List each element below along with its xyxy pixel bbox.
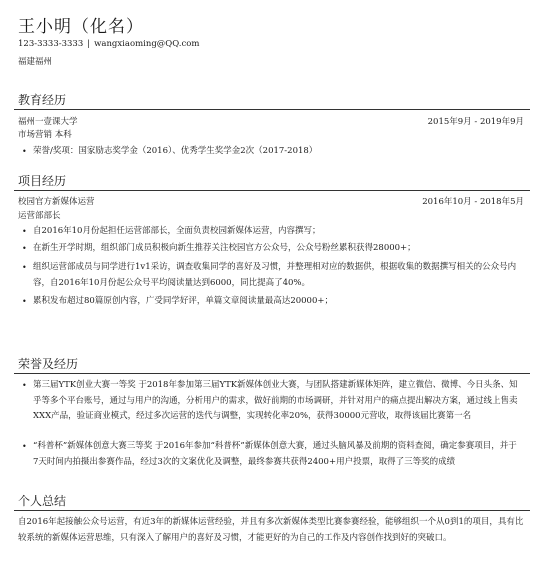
- bullet-text: 在新生开学时期，组织部门成员积极向新生推荐关注校园官方公众号，公众号粉丝累积获得28000+；: [33, 243, 416, 253]
- education-divider: [14, 109, 530, 110]
- honors-section-title: 荣誉及经历: [18, 357, 79, 371]
- phone-number: 123-3333-3333: [18, 39, 84, 49]
- candidate-name: 王小明（化名）: [18, 17, 144, 37]
- email-address: wangxiaoming@QQ.com: [94, 39, 200, 49]
- project-bullet: [22, 224, 522, 240]
- bullet-text: 荣誉/奖项：国家励志奖学金（2016）、优秀学生奖学金2次（2017-2018）: [33, 146, 318, 156]
- bullet-text: “科普杯”新媒体创意大赛三等奖 于2016年参加“科普杯”新媒体创意大赛，通过头脑风暴及前期的资料查阅，确定参赛项目，并于7天时间内拍摄出参赛作品，经过3次的文案优化及调整，最终参赛共获得2400+用户投票，取得了三等奖的成绩: [33, 441, 517, 467]
- education-header-row: [18, 115, 524, 127]
- project-bullet: [22, 241, 522, 257]
- contact-line: [18, 39, 199, 49]
- education-section-title: 教育经历: [18, 93, 67, 107]
- bullet-dot: •: [22, 381, 27, 390]
- honors-divider: [14, 373, 530, 374]
- location: 福建福州: [18, 57, 53, 67]
- projects-section-title: 项目经历: [18, 174, 67, 188]
- project-org: 校园官方新媒体运营: [18, 197, 95, 207]
- summary-section-title: 个人总结: [18, 494, 67, 508]
- bullet-dot: •: [22, 227, 27, 236]
- honor-bullet: [22, 378, 522, 425]
- bullet-dot: •: [22, 297, 27, 306]
- contact-separator: |: [87, 39, 91, 49]
- school-name: 福州一壹课大学: [18, 117, 78, 127]
- summary-text: 自2016年起接触公众号运营，有近3年的新媒体运营经验，并且有多次新媒体类型比赛参赛经验，能够组织一个从0到1的项目，具有比较系统的新媒体运营思维，只有深入了解用户的喜好及习惯，才能更好的为自己的工作及内容创作找到好的突破口。: [18, 517, 524, 543]
- project-date: 2016年10月 - 2018年5月: [422, 197, 524, 207]
- project-header-row: [18, 195, 524, 207]
- projects-divider: [14, 190, 530, 191]
- bullet-text: 自2016年10月份起担任运营部部长，全面负责校园新媒体运营，内容撰写；: [33, 226, 321, 236]
- honor-bullet: [22, 439, 522, 470]
- education-major: 市场营销 本科: [18, 130, 72, 140]
- bullet-text: 组织运营部成员与同学进行1v1采访，调查收集同学的喜好及习惯，并整理相对应的数据供，根据收集的数据撰写相关的公众号内容，自2016年10月份起公众号平均阅读量达到6000，同比提高了40%。: [33, 262, 517, 288]
- education-bullet: [22, 144, 522, 160]
- project-bullet: [22, 260, 522, 291]
- bullet-dot: •: [22, 147, 27, 156]
- bullet-text: 累积发布超过80篇原创内容，广受同学好评，单篇文章阅读量最高达20000+；: [33, 296, 333, 306]
- bullet-text: 第三届YTK创业大赛一等奖 于2018年参加第三届YTK新媒体创业大赛，与团队搭建新媒体矩阵，建立微信、微博、今日头条、知乎等多个平台账号，通过与用户的沟通，分析用户的需求，做好前期的市场调研，并针对用户的痛点提出解决方案，通过线上售卖XXX产品，验证商业模式，经过多次运营的迭代与调整，实现转化率20%，获得30000元营收，取得该届比赛第一名: [33, 380, 518, 421]
- project-role: 运营部部长: [18, 211, 61, 221]
- bullet-dot: •: [22, 263, 27, 272]
- summary-divider: [14, 510, 530, 511]
- education-date: 2015年9月 - 2019年9月: [427, 117, 524, 127]
- project-bullet: [22, 294, 522, 310]
- bullet-dot: •: [22, 244, 27, 253]
- bullet-dot: •: [22, 442, 27, 451]
